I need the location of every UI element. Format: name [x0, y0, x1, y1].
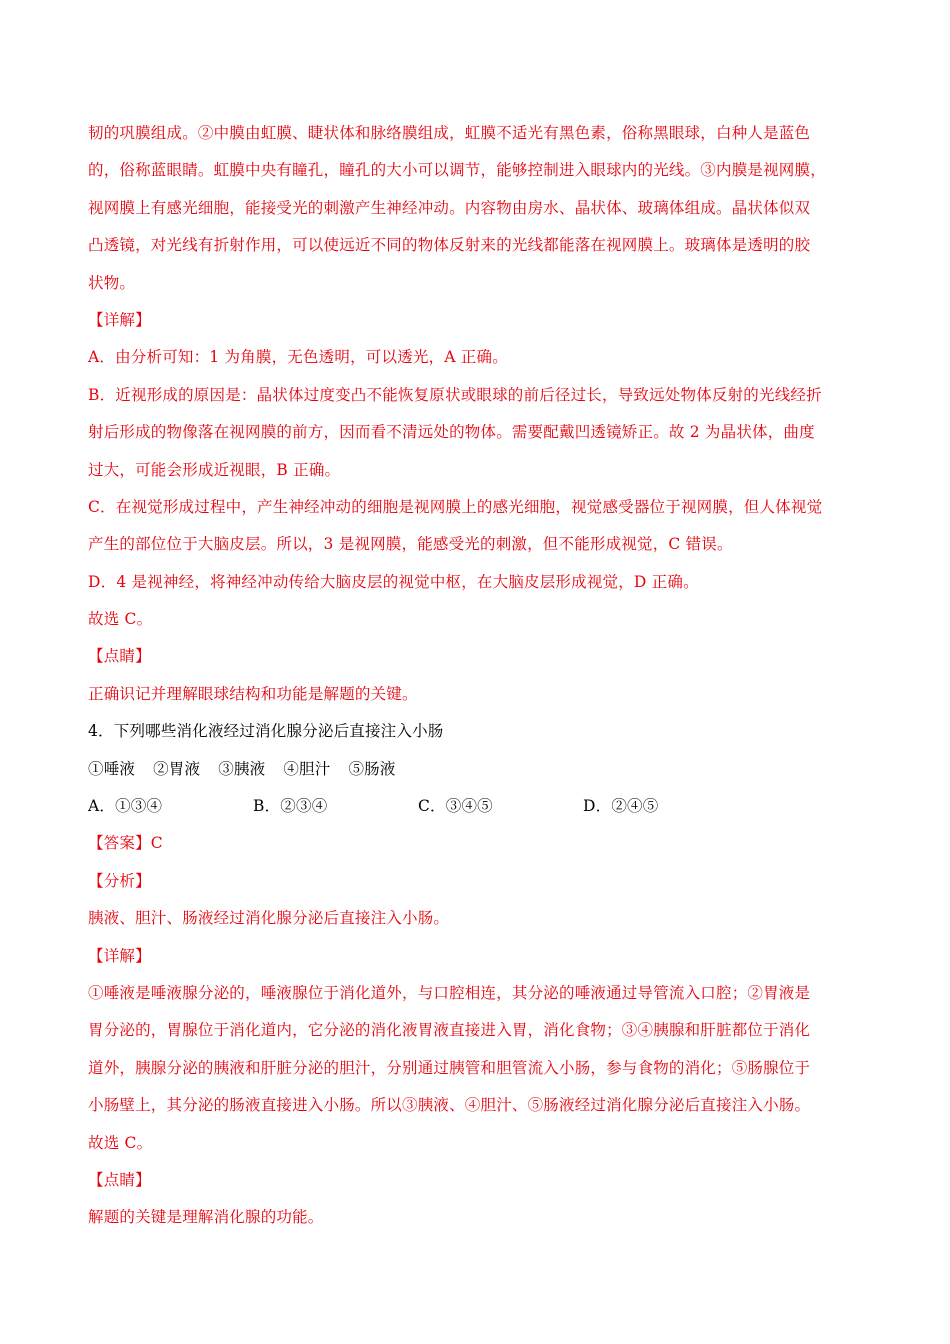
q4-items [88, 751, 878, 788]
q4-tip-heading: 【点睛】 [88, 1170, 151, 1189]
q3-detail-line: B．近视形成的原因是：晶状体过度变凸不能恢复原状或眼球的前后径过长，导致远处物体反射的光线经折 [88, 385, 822, 404]
analysis-line: 视网膜上有感光细胞，能接受光的刺激产生神经冲动。内容物由房水、晶状体、玻璃体组成。晶状体似双 [88, 198, 811, 217]
q3-detail-line: A．由分析可知：1 为角膜，无色透明，可以透光，A 正确。 [88, 348, 508, 367]
q3-tip-heading: 【点睛】 [88, 647, 151, 666]
q4-conclusion: 故选 C。 [88, 1133, 153, 1152]
q4-detail-line: 胃分泌的，胃腺位于消化道内，它分泌的消化液胃液直接进入胃，消化食物；③④胰腺和肝脏都位于消化 [88, 1021, 811, 1040]
analysis-line: 韧的巩膜组成。②中膜由虹膜、睫状体和脉络膜组成，虹膜不适光有黑色素，俗称黑眼球，白种人是蓝色 [88, 124, 811, 142]
q4-item: ④胆汁 [283, 759, 331, 778]
q3-detail-line: C．在视觉形成过程中，产生神经冲动的细胞是视网膜上的感光细胞，视觉感受器位于视网膜，但人体视觉 [88, 497, 823, 516]
q4-detail-line: ①唾液是唾液腺分泌的，唾液腺位于消化道外，与口腔相连，其分泌的唾液通过导管流入口腔；②胃液是 [88, 983, 811, 1002]
q4-answer: 【答案】C [88, 834, 163, 853]
q4-detail-heading: 【详解】 [88, 946, 151, 965]
q3-detail-line: 过大，可能会形成近视眼，B 正确。 [88, 460, 341, 479]
q4-analysis: 胰液、胆汁、肠液经过消化腺分泌后直接注入小肠。 [88, 909, 450, 928]
q4-detail-line: 道外，胰腺分泌的胰液和肝脏分泌的胆汁，分别通过胰管和胆管流入小肠，参与食物的消化；⑤肠腺位于 [88, 1058, 811, 1077]
q3-conclusion: 故选 C。 [88, 610, 153, 629]
q4-question: 4．下列哪些消化液经过消化腺分泌后直接注入小肠 [88, 722, 444, 741]
q4-analysis-heading: 【分析】 [88, 871, 151, 890]
q4-item: ②胃液 [153, 759, 201, 778]
document-page [88, 115, 878, 1237]
analysis-line: 状物。 [88, 273, 136, 292]
analysis-line: 的，俗称蓝眼睛。虹膜中央有瞳孔，瞳孔的大小可以调节，能够控制进入眼球内的光线。③内膜是视网膜， [88, 161, 826, 180]
q4-option-d: D．②④⑤ [583, 797, 659, 816]
analysis-line: 凸透镜，对光线有折射作用，可以使远近不同的物体反射来的光线都能落在视网膜上。玻璃体是透明的胶 [88, 236, 811, 255]
q4-item: ⑤肠液 [348, 759, 396, 778]
q3-detail-heading: 【详解】 [88, 310, 151, 329]
q4-option-a: A．①③④ [88, 797, 163, 816]
q3-detail-line: D．4 是视神经，将神经冲动传给大脑皮层的视觉中枢，在大脑皮层形成视觉，D 正确。 [88, 572, 699, 591]
q3-tip: 正确识记并理解眼球结构和功能是解题的关键。 [88, 684, 418, 703]
q4-tip: 解题的关键是理解消化腺的功能。 [88, 1208, 324, 1227]
q4-detail-line: 小肠壁上，其分泌的肠液直接进入小肠。所以③胰液、④胆汁、⑤肠液经过消化腺分泌后直接注入小肠。 [88, 1096, 811, 1115]
q4-option-c: C．③④⑤ [418, 797, 493, 816]
q3-detail-line: 产生的部位位于大脑皮层。所以，3 是视网膜，能感受光的刺激，但不能形成视觉，C 错误。 [88, 535, 733, 554]
q3-detail-line: 射后形成的物像落在视网膜的前方，因而看不清远处的物体。需要配戴凹透镜矫正。故 2 为晶状体，曲度 [88, 423, 815, 442]
q4-option-b: B．②③④ [253, 797, 328, 816]
q4-item: ①唾液 [88, 759, 136, 778]
q4-options [88, 788, 878, 825]
q4-item: ③胰液 [218, 759, 266, 778]
